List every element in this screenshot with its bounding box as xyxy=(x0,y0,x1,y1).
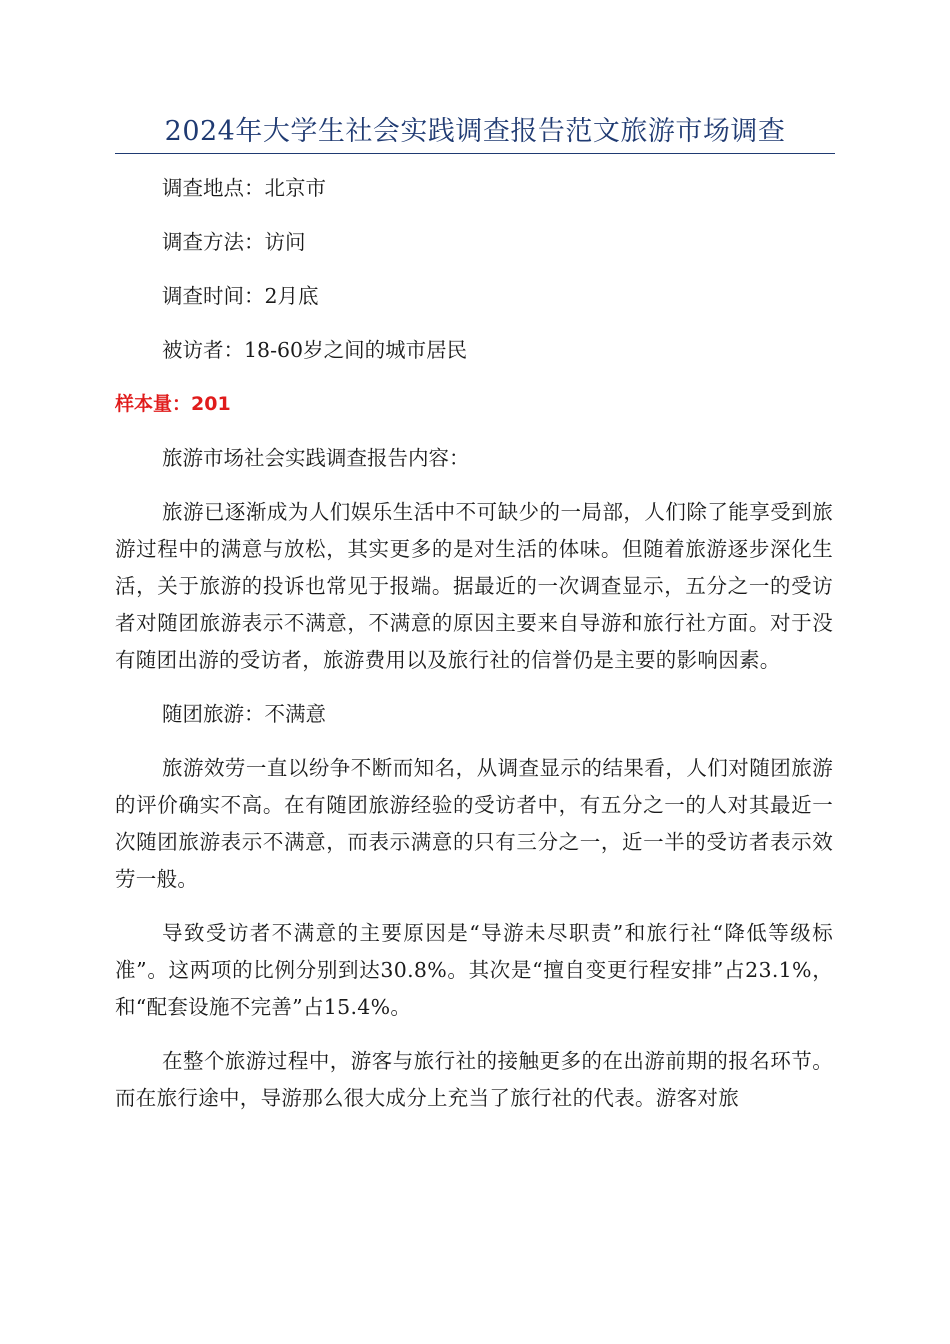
paragraph-travel-process: 在整个旅游过程中，游客与旅行社的接触更多的在出游前期的报名环节。而在旅行途中，导游那么很大成分上充当了旅行社的代表。游客对旅 xyxy=(115,1049,833,1110)
survey-respondents: 被访者：18-60岁之间的城市居民 xyxy=(162,338,468,362)
document-body xyxy=(115,170,833,1134)
paragraph-reasons: 导致受访者不满意的主要原因是“导游未尽职责”和旅行社“降低等级标准”。这两项的比例分别到达30.8%。其次是“擅自变更行程安排”占23.1%，和“配套设施不完善”占15.4%。 xyxy=(115,921,833,1019)
document-title: 2024年大学生社会实践调查报告范文旅游市场调查 xyxy=(164,116,786,147)
survey-location: 调查地点：北京市 xyxy=(162,176,326,200)
survey-time: 调查时间：2月底 xyxy=(162,284,319,308)
intro-heading: 旅游市场社会实践调查报告内容： xyxy=(162,446,470,470)
paragraph-overview: 旅游已逐渐成为人们娱乐生活中不可缺少的一局部，人们除了能享受到旅游过程中的满意与放松，其实更多的是对生活的体味。但随着旅游逐步深化生活，关于旅游的投诉也常见于报端。据最近的一次调查显示，五分之一的受访者对随团旅游表示不满意，不满意的原因主要来自导游和旅行社方面。对于没有随团出游的受访者，旅游费用以及旅行社的信誉仍是主要的影响因素。 xyxy=(115,500,833,672)
survey-method: 调查方法：访问 xyxy=(162,230,306,254)
paragraph-satisfaction: 旅游效劳一直以纷争不断而知名，从调查显示的结果看，人们对随团旅游的评价确实不高。在有随团旅游经验的受访者中，有五分之一的人对其最近一次随团旅游表示不满意，而表示满意的只有三分之一，近一半的受访者表示效劳一般。 xyxy=(115,756,833,891)
title-underline xyxy=(115,153,835,154)
sample-size: 样本量：201 xyxy=(115,393,231,415)
section-heading: 随团旅游：不满意 xyxy=(162,702,326,726)
